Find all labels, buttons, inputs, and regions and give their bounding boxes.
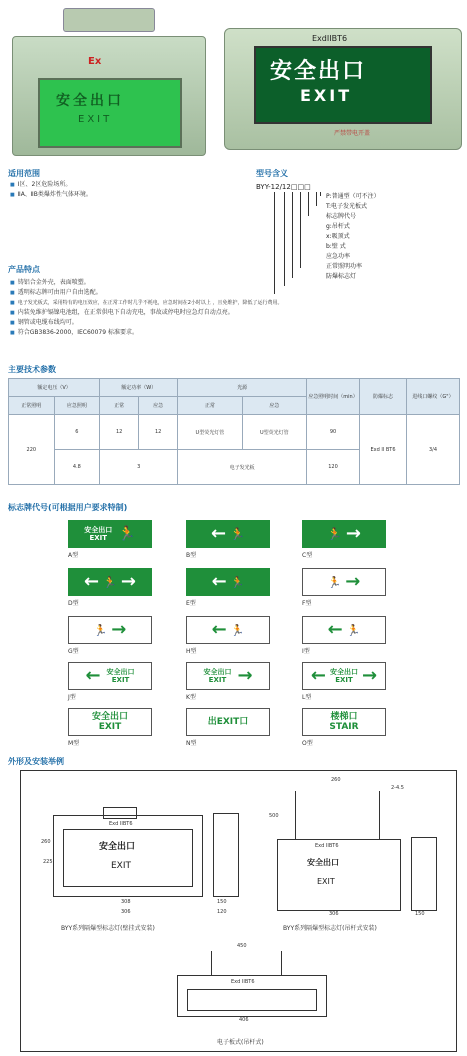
cell-12b: 12 [139, 415, 178, 450]
model-item: T:电子发光板式 [326, 203, 368, 210]
product-photo-left [8, 8, 208, 158]
arrow-left-icon: ← [210, 523, 227, 544]
photo-right-cn: 安全出口 [270, 59, 367, 84]
feature-item: ■ 钢管或电缆布线均可。 [10, 318, 283, 328]
cell-6: 6 [54, 415, 100, 450]
h-thread: 进线口螺纹（G"） [407, 379, 460, 415]
product-photo-right [224, 24, 460, 152]
d2-w2: 306 [329, 911, 339, 917]
sign-a: 安全出口 EXIT 🏃 [68, 520, 152, 548]
model-item: 防爆标志灯 [326, 273, 357, 280]
h-time: 应急照明时间（min） [307, 379, 360, 415]
signs-title: 标志牌代号(可根据用户要求特制) [8, 503, 128, 512]
sign-f-caption: F型 [302, 600, 312, 607]
sign-n [186, 708, 270, 736]
d1-caption: BYY系列隔爆型标志灯(壁挂式安装) [61, 925, 155, 932]
sign-g: 🏃 → [68, 616, 152, 644]
cell-thread: 3/4 [407, 415, 460, 485]
d1-w: 308 [121, 899, 131, 905]
drawing-wall-mount [41, 799, 261, 919]
arrow-left-icon: ← [211, 619, 227, 640]
cell-12a: 12 [100, 415, 139, 450]
sign-f: 🏃 → [302, 568, 386, 596]
feature-item: ■ 铸铝合金外壳，表面喷塑。 [10, 278, 283, 288]
arrow-left-icon: ← [327, 619, 343, 640]
model-item: x:吸顶式 [326, 233, 350, 240]
sign-i-caption: I型 [302, 648, 310, 655]
photo-right-note: 严禁带电开盖 [334, 130, 371, 137]
sign-h: ← 🏃 [186, 616, 270, 644]
cell-mark: Exd II BT6 [360, 415, 407, 485]
sign-b-caption: B型 [186, 552, 197, 559]
d2-cn: 安全出口 [307, 858, 339, 867]
drawing-frame [20, 770, 457, 1052]
d1-en: EXIT [111, 861, 132, 871]
sign-n-text: 出EXIT口 [207, 717, 249, 727]
sign-e: ← 🏃 [186, 568, 270, 596]
cell-90: 90 [307, 415, 360, 450]
arrow-left-icon: ← [84, 571, 100, 592]
model-diagram [258, 192, 458, 300]
sign-a-text: 安全出口 EXIT [84, 526, 113, 542]
drawing-electronic [161, 943, 341, 1033]
d2-en: EXIT [317, 877, 335, 886]
h-emerg2: 应急 [139, 397, 178, 415]
sign-l-text: 安全出口 EXIT [330, 668, 358, 684]
cell-3: 3 [100, 450, 178, 485]
scope-item: ■ I区、2区危险场所。 [10, 180, 92, 190]
photo-exit-en: EXIT [78, 114, 113, 125]
feature-item: ■ 内装免维护镉镍电池组，在正常供电下自动充电，事故或停电时应急灯自动点亮。 [10, 308, 283, 318]
d1-mark: Exd IIBT6 [109, 821, 133, 827]
sign-n-caption: N型 [186, 740, 197, 747]
cell-l1: U型荧光灯管 [178, 415, 242, 450]
arrow-left-icon: ← [85, 665, 101, 686]
cell-l2: U型荧光灯管 [242, 415, 306, 450]
d2-w: 260 [331, 777, 341, 783]
sign-l [302, 662, 386, 690]
photo-exit-cn: 安全出口 [56, 93, 124, 109]
sign-g-caption: G型 [68, 648, 79, 655]
cell-220: 220 [9, 415, 55, 485]
arrow-right-icon: → [345, 571, 361, 592]
cell-48: 4.8 [54, 450, 100, 485]
model-item: g:吊杆式 [326, 223, 350, 230]
drawing-rod-mount [261, 777, 456, 917]
arrow-right-icon: → [111, 619, 127, 640]
d1-cn: 安全出口 [99, 842, 136, 852]
arrow-left-icon: ← [211, 571, 227, 592]
d3-caption: 电子板式(吊杆式) [217, 1039, 264, 1046]
d2-s2: 150 [415, 911, 425, 917]
cell-120: 120 [307, 450, 360, 485]
sign-l-caption: L型 [302, 694, 312, 701]
d2-caption: BYY系列隔爆型标志灯(吊杆式安装) [283, 925, 377, 932]
model-item: 正常照明功率 [326, 263, 363, 270]
sign-j-text: 安全出口 EXIT [106, 668, 135, 684]
model-item: P:普通型（可不注） [326, 193, 380, 200]
d3-w2: 406 [239, 1017, 249, 1023]
spec-table [8, 378, 460, 485]
d1-h1: 260 [41, 839, 51, 845]
sign-m-caption: M型 [68, 740, 80, 747]
sign-m-text: 安全出口 EXIT [91, 712, 128, 732]
h-emerg: 应急照明 [54, 397, 100, 415]
features-list [10, 278, 283, 338]
sign-h-caption: H型 [186, 648, 197, 655]
scope-list [10, 180, 92, 200]
feature-item: ■ 透明标志牌可由用户自由选配。 [10, 288, 283, 298]
arrow-right-icon: → [345, 523, 362, 544]
sign-a-caption: A型 [68, 552, 79, 559]
sign-o-text: 楼梯口 STAIR [329, 712, 359, 732]
d3-w: 450 [237, 943, 247, 949]
photo-right-en: EXIT [300, 86, 353, 105]
sign-b: ← 🏃 [186, 520, 270, 548]
d2-h: 500 [269, 813, 279, 819]
drawings-title: 外形及安装举例 [8, 757, 64, 766]
h-mark: 防爆标志 [360, 379, 407, 415]
model-title: 型号含义 [256, 169, 288, 178]
h-normal: 正常照明 [9, 397, 55, 415]
model-item: 应急功率 [326, 253, 351, 260]
cell-l3: 电子发光板 [178, 450, 307, 485]
sign-k-caption: K型 [186, 694, 196, 701]
h-normal2: 正常 [100, 397, 139, 415]
sign-k [186, 662, 270, 690]
sign-o [302, 708, 386, 736]
sign-o-caption: O型 [302, 740, 313, 747]
h-emerg3: 应急 [242, 397, 306, 415]
sign-m [68, 708, 152, 736]
model-item: b:壁 式 [326, 243, 346, 250]
sign-e-caption: E型 [186, 600, 196, 607]
photo-mark: ExdIIBT6 [312, 34, 348, 43]
sign-d-caption: D型 [68, 600, 79, 607]
d1-w2: 306 [121, 909, 131, 915]
d3-mark: Exd IIBT6 [231, 979, 255, 985]
sign-c-caption: C型 [302, 552, 313, 559]
scope-item: ■ ⅡA、ⅡB类爆炸性气体环境。 [10, 190, 92, 200]
d1-s2: 120 [217, 909, 227, 915]
h-light: 光源 [178, 379, 307, 397]
sign-j [68, 662, 152, 690]
arrow-right-icon: → [362, 665, 378, 686]
arrow-right-icon: → [237, 665, 253, 686]
h-normal3: 正常 [178, 397, 242, 415]
feature-item: ■ 符合GB3836-2000，IEC60079 标准要求。 [10, 328, 283, 338]
arrow-left-icon: ← [310, 665, 326, 686]
sign-j-caption: J型 [68, 694, 76, 701]
sign-k-text: 安全出口 EXIT [203, 668, 232, 684]
sign-d: ← 🏃 → [68, 568, 152, 596]
features-title: 产品特点 [8, 265, 40, 274]
model-item: 标志牌代号 [326, 213, 357, 220]
d1-h2: 225 [43, 859, 53, 865]
sign-c: 🏃 → [302, 520, 386, 548]
scope-title: 适用范围 [8, 169, 40, 178]
model-code: BYY-12/12□□□ [256, 183, 311, 191]
feature-item: ■ 电子发光板式，采用特有的电压效应，在正常工作时几乎不耗电，应急时间在2小时以上 ，且免维护，降低了运行费用。 [10, 298, 283, 308]
h-voltage: 额定电压（V） [9, 379, 100, 397]
specs-title: 主要技术参数 [8, 365, 56, 374]
ex-label: Ex [88, 56, 102, 67]
d2-s: 2-4.5 [391, 785, 404, 791]
d1-s1: 150 [217, 899, 227, 905]
arrow-right-icon: → [120, 571, 136, 592]
sign-i: ← 🏃 [302, 616, 386, 644]
d2-mark: Exd IIBT6 [315, 843, 339, 849]
h-power: 额定功率（W） [100, 379, 178, 397]
